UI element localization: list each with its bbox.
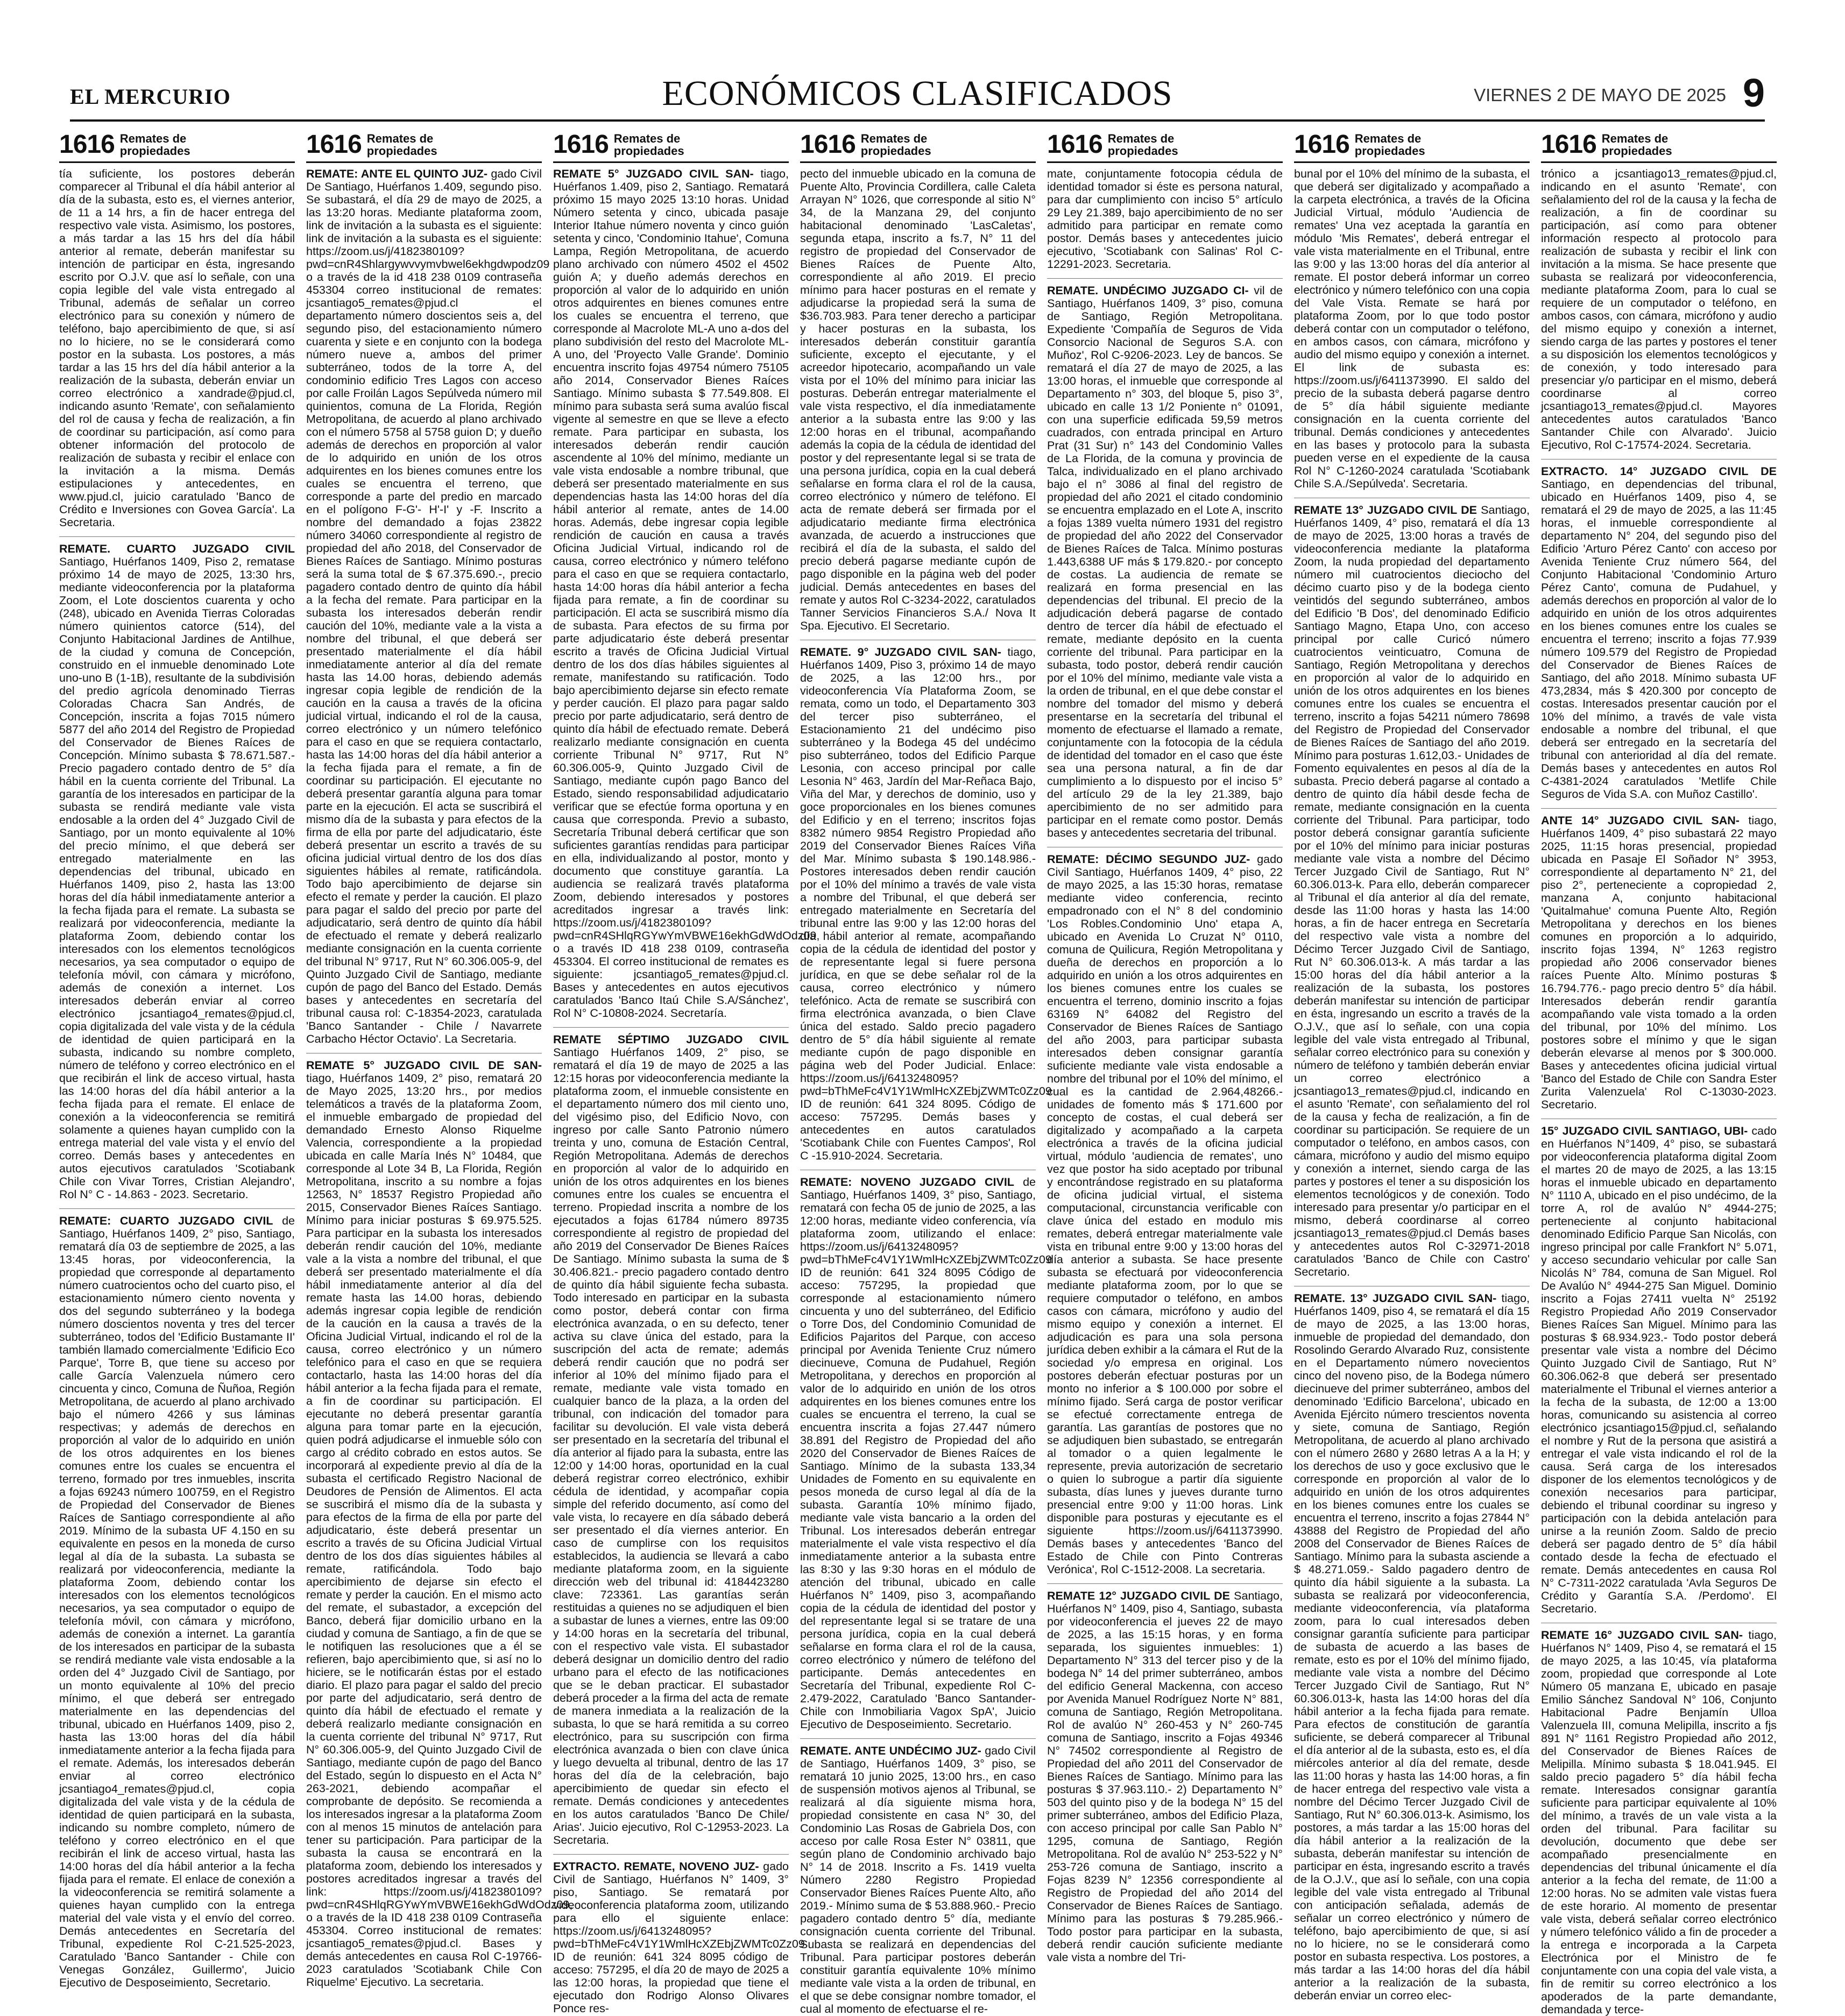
category-code: 1616 xyxy=(553,130,609,159)
newspaper-name: EL MERCURIO xyxy=(70,84,231,109)
ad-heading: REMATE 13° JUZGADO CIVIL DE xyxy=(1294,504,1477,517)
column-body xyxy=(1047,167,1283,1964)
ad-heading: REMATE 5° JUZGADO CIVIL SAN- xyxy=(553,167,754,180)
ad-heading: REMATE: ANTE EL QUINTO JUZ- xyxy=(306,167,488,180)
column-header xyxy=(1047,128,1283,163)
ad-heading: REMATE SÉPTIMO JUZGADO CIVIL xyxy=(553,1033,789,1046)
ad-text: gado Civil de Santiago, Huérfanos 1409, 3° piso, se rematará 10 junio 2025, 13:00 hrs., en caso de suspensión motivos ajenos al Tribunal, se realizará al día siguiente misma hora, propiedad consistente en casa N° 30, del Condominio Las Rosas de Gabriela Dos, con acceso por calle Rosa Ester N° 03811, que según plano de Condominio archivado bajo N° 14 de 2018. Inscrito a Fs. 1419 vuelta Número 2280 Registro Propiedad Conservador Bienes Raíces Puente Alto, año 2019.- Mínimo suma de $ 53.888.960.- Precio pagadero contado dentro 5° día, mediante consignación cuenta corriente del Tribunal. Subasta se realizará en dependencias del Tribunal. Para participar postores deberán constituir garantía equivalente 10% mínimo mediante vale vista a la orden de tribunal, en el que se debe consignar nombre tomador, el cual al momento de efectuarse el re- xyxy=(800,1744,1036,2015)
column-header xyxy=(800,128,1036,163)
ad-heading: REMATE: CUARTO JUZGADO CIVIL xyxy=(59,1214,273,1227)
ad-heading: EXTRACTO. 14° JUZGADO CIVIL DE xyxy=(1541,465,1777,478)
classified-ad xyxy=(59,1208,295,1989)
category-code: 1616 xyxy=(1541,130,1596,159)
column-body xyxy=(59,167,295,1989)
classified-ad xyxy=(800,167,1036,632)
category-code: 1616 xyxy=(59,130,115,159)
classified-ad xyxy=(800,1170,1052,1731)
classifieds-column-1 xyxy=(59,128,295,1989)
masthead-rule xyxy=(70,119,1765,122)
ad-heading: REMATE: DÉCIMO SEGUNDO JUZ- xyxy=(1047,853,1250,866)
classified-ad xyxy=(1294,1286,1530,2002)
classified-ad xyxy=(553,1854,805,2015)
ad-text: tiago, Huérfanos N° 1409, Piso 4, se rematará el 15 de mayo 2025, a las 10:45, vía plataforma zoom, propiedad que corresponde al Lote Número 05 manzana E, ubicado en pasaje Emilio Sánchez Sandoval N° 106, Conjunto Habitacional Padre Benjamín Ulloa Valenzuela III, comuna Melipilla, inscrito a fjs 891 N° 1161 Registro Propiedad año 2012, del Conservador de Bienes Raíces de Melipilla. Mínimo subasta $ 18.041.945. El saldo precio pagadero 5° día hábil fecha remate. Interesados consignar garantía suficiente para participar equivalente al 10% del mínimo, a través de un vale vista a la orden del tribunal. Para facilitar su devolución, documento que debe ser acompañado presencialmente en dependencias del tribunal únicamente el día anterior a la fecha del remate, de 11:00 a 12:00 horas. No se admiten vale vistas fuera de este horario. Al momento de presentar vale vista, deberá señalar correo electrónico y número telefónico válido a fin de proceder a la entrega e incorporada a la Carpeta Electrónica por el Ministro de fe conjuntamente con una copia del vale vista, a fin de remitir su correo electrónico a los apoderados de la parte demandante, demandada y terce- xyxy=(1541,1629,1777,2016)
ad-text: de Santiago, Huérfanos 1409, 2° piso, Santiago, rematará día 03 de septiembre de 2025, a las 13:45 horas, por videoconferencia, la propiedad que corresponde al departamento número cuatrocientos ocho del cuarto piso, el estacionamiento número ciento noventa y dos del segundo subterráneo y la bodega número doscientos noventa y tres del tercer subterráneo, todos del 'Edificio Bustamante II' también llamado comercialmente 'Edificio Eco Parque', Torre B, que tiene su acceso por calle García Valenzuela número cero cincuenta y cinco, Comuna de Ñuñoa, Región Metropolitana, de acuerdo al plano archivado bajo el número 4266 y sus láminas respectivas; y además de derechos en proporción al valor de lo adquirido en unión de los otros adquirentes en los bienes comunes entre los cuales se encuentra el terreno, formado por tres inmuebles, inscrita a fojas 69243 número 100759, en el Registro de Propiedad del Conservador de Bienes Raíces de Santiago correspondiente al año 2019. Mínimo de la subasta UF 4.150 en su equivalente en pesos en la moneda de curso legal al día de la subasta. La subasta se realizará por videoconferencia, mediante la plataforma Zoom, debiendo contar los interesados con los elementos tecnológicos necesarios, ya sea computador o equipo de telefonía móvil, con cámara y micrófono, además de conexión a internet. La garantía de los interesados en participar de la subasta se rendirá mediante vale vista endosable a la orden del 4° Juzgado Civil de Santiago, por un monto equivalente al 10% del precio mínimo, el que deberá ser entregado materialmente en las dependencias del tribunal, ubicado en Huérfanos 1409, piso 2, hasta las 13:00 horas del día hábil inmediatamente anterior a la fecha fijada para el remate. Además, los interesados deberán enviar al correo electrónico jcsantiago4_remates@pjud.cl, copia digitalizada del vale vista y de la cédula de identidad de quien participará en la subasta, indicando su nombre completo, número de teléfono y correo electrónico en el que recibirán el link de acceso virtual, hasta las 14:00 horas del día hábil anterior a la fecha fijada para el remate. El enlace de conexión a la videoconferencia se remitirá solamente a quienes hayan cumplido con la entrega material del vale vista y el envío del correo. Demás antecedentes en Secretaría del Tribunal, expediente Rol C-21.525-2023, Caratulado 'Banco Santander - Chile con Venegas González, Guillermo', Juicio Ejecutivo de Desposeimiento, Secretario. xyxy=(59,1214,295,1989)
classified-ad xyxy=(1294,498,1530,1278)
ad-heading: ANTE 14° JUZGADO CIVIL SAN- xyxy=(1541,814,1740,827)
column-body xyxy=(800,167,1052,2015)
ad-text: Santiago Huérfanos 1409, 2° piso, se rematará el día 19 de mayo de 2025 a las 12:15 horas por videoconferencia mediante la plataforma zoom, el inmueble consistente en el departamento número dos mil ciento uno, del vigésimo piso, del Edificio Novo, con ingreso por calle Santo Patronio número treinta y uno, comuna de Estación Central, Región Metropolitana. Además de derechos en proporción al valor de lo adquirido en unión de los otros adquirentes en los bienes comunes entre los cuales se encuentra el terreno. Propiedad inscrita a nombre de los ejecutados a fojas 61784 número 89735 correspondiente al registro de propiedad del año 2019 del Conservador De Bienes Raíces De Santiago. Mínimo subasta la suma de $ 30.406.821.- precio pagadero contado dentro de quinto día hábil siguiente fecha subasta. Todo interesado en participar en la subasta como postor, deberá contar con firma electrónica avanzada, o en su defecto, tener activa su clave única del estado, para la suscripción del acta de remate; además deberá rendir caución que no podrá ser inferior al 10% del mínimo fijado para el remate, mediante vale vista tomado en cualquier banco de la plaza, a la orden del tribunal, con indicación del tomador para facilitar su devolución. El vale vista deberá ser presentado en la secretaría del tribunal el día anterior al fijado para la subasta, entre las 12:00 y 14:00 horas, oportunidad en la cual deberá registrar correo electrónico, exhibir cédula de identidad, y acompañar copia simple del referido documento, así como del vale vista, lo recayere en día sábado deberá ser presentado el día viernes anterior. En caso de cumplirse con los requisitos establecidos, la audiencia se llevará a cabo mediante plataforma zoom, en la siguiente dirección web del tribunal id: 4184423280 clave: 723361. Las garantías serán restituidas a quienes no se adjudiquen el bien a subastar de lunes a viernes, entre las 09:00 y 14:00 horas en la secretaría del tribunal, con el respectivo vale vista. El subastador deberá designar un domicilio dentro del radio urbano para el efecto de las notificaciones que se le deban practicar. El subastador deberá proceder a la firma del acta de remate de manera inmediata a la realización de la subasta, lo que se hará remitida a su correo electrónico, para su suscripción con firma electrónica avanzada o bien con clave única y luego devuelta al tribunal, dentro de las 17 horas del día de la celebración, bajo apercibimiento de quedar sin efecto el remate. Demás condiciones y antecedentes en los autos caratulados 'Banco De Chile/ Arias'. Juicio ejecutivo, Rol C-12953-2023. La Secretaria. xyxy=(553,1046,789,1847)
ad-text: tiago, Huérfanos 1.409, piso 2, Santiago. Rematará próximo 15 mayo 2025 13:10 horas. Unidad Número setenta y cinco, ubicada pasaje Interior Itahue número noventa y cinco guión setenta y cinco, 'Condominio Itahue', Comuna Lampa, Región Metropolitana, de acuerdo plano archivado con número 4502 el 4502 guión A; y dueño además derechos en proporción al valor de lo adquirido en unión otros adquirentes en bienes comunes entre los cuales se encuentra el terreno, que corresponde al Macrolote ML-A uno a-dos del plano subdivisión del resto del Macrolote ML-A uno, del 'Proyecto Valle Grande'. Dominio encuentra inscrito fojas 49754 número 75105 año 2014, Conservador Bienes Raíces Santiago. Mínimo subasta $ 77.549.808. El mínimo para subasta será suma avalúo fiscal vigente al semestre en que se lleve a efecto remate. Para participar en subasta, los interesados deberán rendir caución ascendente al 10% del mínimo, mediante un vale vista endosable a nombre tribunal, que deberá ser presentado materialmente en sus dependencias hasta las 14:00 horas del día hábil anterior al remate, antes de 14.00 horas. Además, debe ingresar copia legible rendición de caución en causa a través Oficina Judicial Virtual, indicando rol de causa, correo electrónico y número teléfono para el caso en que se requiera contactarlo, hasta 14:00 horas día hábil anterior a fecha fijada para remate, a fin de coordinar su participación. El acta se suscribirá mismo día de subasta. Para efectos de su firma por parte adjudicatario éste deberá presentar escrito a través de Oficina Judicial Virtual dentro de los dos días hábiles siguientes al remate, manifestando su ratificación. Todo bajo apercibimiento dejarse sin efecto remate y perder caución. El plazo para pagar saldo precio por parte adjudicatario, será dentro de quinto día hábil de efectuado remate. Deberá realizarlo mediante consignación en cuenta corriente Tribunal N° 9717, Rut N° 60.306.005-9, Quinto Juzgado Civil de Santiago, mediante cupón pago Banco del Estado, siendo responsabilidad adjudicatario verificar que se efectúe forma oportuna y en causa que corresponda. Previo a subasto, Secretaría Tribunal deberá certificar que son suficientes garantías rendidas para participar en ella, individualizando al postor, monto y documento que constituye garantía. La audiencia se realizará través plataforma Zoom, debiendo interesados y postores acreditados ingresar a través link: https://zoom.us/j/4182380109? pwd=cnR4SHlqRGYwYmVBWE16ekhGdWdOdz09, o a través ID 418 238 0109, contraseña 453304. El correo institucional de remates es siguiente: jcsantiago5_remates@pjud.cl. Bases y antecedentes en autos ejecutivos caratulados 'Banco Itaú Chile S.A/Sánchez', Rol N° C-10808-2024. Secretaría. xyxy=(553,167,820,1020)
classifieds-column-4 xyxy=(800,128,1052,2015)
classifieds-column-7 xyxy=(1541,128,1777,2016)
category-label: Remates de propiedades xyxy=(860,132,931,158)
ad-text: vil de Santiago, Huérfanos 1409, 3° piso, comuna de Santiago, Región Metropolitana. Expediente 'Compañía de Seguros de Vida Consorcio Nacional de Seguros S.A. con Muñoz', Rol C-9206-2023. Ley de bancos. Se rematará el día 27 de mayo de 2025, a las 13:00 horas, el inmueble que corresponde al Departamento n° 303, del bloque 5, piso 3°, ubicado en calle 13 1/2 Poniente n° 01091, con una superficie edificada 59,59 metros cuadrados, con entrada principal en Arturo Prat (31 Sur) n° 143 del Condominio Valles de La Florida, de la comuna y provincia de Talca, individualizado en el plano archivado bajo el n° 3086 al final del registro de propiedad del año 2021 el citado condominio se encuentra emplazado en el Lote A, inscrito a fojas 1389 vuelta número 1931 del registro de propiedad del año 2022 del Conservador de Bienes Raíces de Talca. Mínimo posturas 1.443,6388 UF más $ 179.820.- por concepto de costas. La audiencia de remate se realizará en forma presencial en las dependencias del tribunal. El precio de la adjudicación deberá pagarse de contado dentro de tercer día hábil de efectuado el remate, mediante depósito en la cuenta corriente del tribunal. Para participar en la subasta, todo postor, deberá rendir caución por el 10% del mínimo, mediante vale vista a la orden de tribunal, en el que debe constar el nombre del tomador del mismo y deberá presentarse en la secretaría del tribunal el momento de efectuarse el llamado a remate, conjuntamente con la fotocopia de la cédula de identidad del tomador en el caso que éste sea una persona natural, a fin de dar cumplimiento a lo dispuesto por el inciso 5° del artículo 29 de la ley 21.389, bajo apercibimiento de no ser admitido para participar en el remate como postor. Demás bases y antecedentes secretaria del tribunal. xyxy=(1047,284,1283,839)
ad-text: tiago, Huérfanos 1409, 2° piso, rematará 20 de Mayo 2025, 13:20 hrs., por medios telemáticos a través de la plataforma Zoom, el inmueble embargado de propiedad del demandado Ernesto Alonso Riquelme Valencia, correspondiente a la propiedad ubicada en calle María Inés N° 10484, que corresponde al Lote 34 B, La Florida, Región Metropolitana, inscrito a su nombre a fojas 12563, N° 18537 Registro Propiedad año 2015, Conservador Bienes Raíces Santiago. Mínimo para iniciar posturas $ 69.975.525. Para participar en la subasta los interesados deberán rendir caución del 10%, mediante vale a la vista a nombre del tribunal, el que deberá ser presentado materialmente el día hábil inmediatamente anterior al día del remate hasta las 14.00 horas, debiendo además ingresar copia legible de rendición de la caución en la causa a través de la Oficina Judicial Virtual, indicando el rol de la causa, correo electrónico y un número telefónico para el caso en que se requiera contactarlo, hasta las 14:00 horas del día hábil anterior a la fecha fijada para el remate, a fin de coordinar su participación. El ejecutante no deberá presentar garantía alguna para tomar parte en la ejecución, quien podrá adjudicarse el inmueble sólo con cargo al crédito cobrado en estos autos. Se incorporará al expediente previo al día de la subasta el certificado Registro Nacional de Deudores de Pensión de Alimentos. El acta se suscribirá el mismo día de la subasta y para efectos de la firma de ella por parte del adjudicatario, éste deberá presentar un escrito a través de su Oficina Judicial Virtual dentro de los dos días siguientes hábiles al remate, ratificándola. Todo bajo apercibimiento de dejarse sin efecto el remate y perder la caución. En el mismo acto del remate, el subastador, a excepción del Banco, deberá fijar domicilio urbano en la ciudad y comuna de Santiago, a fin de que se le notifiquen las resoluciones que a él se refieren, bajo apercibimiento que, si así no lo hiciere, se le notificarán éstas por el estado diario. El plazo para pagar el saldo del precio por parte del adjudicatario, será dentro de quinto día hábil de efectuado el remate y deberá realizarlo mediante consignación en la cuenta corriente del tribunal N° 9717, Rut N° 60.306.005-9, del Quinto Juzgado Civil de Santiago, mediante cupón de pago del Banco del Estado, según lo dispuesto en el Acta N° 263-2021, debiendo acompañar el comprobante de depósito. Se recomienda a los interesados ingresar a la plataforma Zoom con al menos 15 minutos de antelación para tener su participación. Para participar de la subasta la causa se encontrará en la plataforma zoom, debiendo los interesados y postores acreditados ingresar a través del link: https://zoom.us/j/4182380109?pwd=cnR4SHlqRGYwYmVBWE16ekhGdWdOdz09, o a través de la ID 418 238 0109 Contraseña 453304. Correo institucional de remates: jcsantiago5_remates@pjud.cl. Bases y demás antecedentes en causa Rol C-19766-2023 caratulados 'Scotiabank Chile Con Riquelme' Ejecutivo. La secretaria. xyxy=(306,1072,573,1989)
category-code: 1616 xyxy=(306,130,362,159)
category-label: Remates de propiedades xyxy=(119,132,190,158)
category-label: Remates de propiedades xyxy=(1107,132,1178,158)
classified-ad xyxy=(553,167,820,1020)
classified-ad xyxy=(1541,1119,1777,1615)
classifieds-column-6 xyxy=(1294,128,1530,2002)
classified-ad xyxy=(1541,808,1777,1111)
ad-heading: EXTRACTO. REMATE, NOVENO JUZ- xyxy=(553,1860,759,1873)
classified-ad xyxy=(1541,1623,1777,2016)
ad-text: gado Civil de Santiago, Huérfanos N° 1409, 3° piso, Santiago. Se rematará por videoconferencia plataforma zoom, utilizando para ello el siguiente enlace: https://zoom.us/j/6413248095?pwd=bThMeFc4V1Y1WmlHcXZEbjZWMTc0Zz09 ID de reunión: 641 324 8095 código de acceso: 757295, el día 20 de mayo de 2025 a las 12:00 horas, la propiedad que tiene el ejecutado don Rodrigo Alonso Olivares Ponce res- xyxy=(553,1860,805,2015)
ad-heading: REMATE 12° JUZGADO CIVIL DE xyxy=(1047,1589,1230,1602)
ad-text: trónico a jcsantiago13_remates@pjud.cl, indicando en el asunto 'Remate', con señalamiento del rol de la causa y la fecha de realización, a fin de coordinar su participación, así como para obtener información respecto al protocolo para realización de subasta y recibir el link con invitación a la misma. Se hace presente que subasta se realizará por videoconferencia, mediante plataforma Zoom, para lo cual se requiere de un computador o teléfono, en ambos casos, con cámara, micrófono y audio del mismo equipo y conexión a internet, siendo carga de las partes y postores el tener a su disposición los elementos tecnológicos y de conexión, y todo interesado para presenciar y/o participar en el mismo, deberá coordinarse al correo jcsantiago13_remates@pjud.cl. Mayores antecedentes autos caratulados 'Banco Santander Chile con Alvarado'. Juicio Ejecutivo, Rol C-17574-2024. Secretaria. xyxy=(1541,167,1777,451)
ad-text: Santiago, Huérfanos N° 1409, piso 4, Santiago, subasta por videoconferencia el jueves 22 de mayo de 2025, a las 15:15 horas, y en forma separada, los siguientes inmuebles: 1) Departamento N° 313 del tercer piso y de la bodega N° 14 del primer subterráneo, ambos del edificio General Mackenna, con acceso por Avenida Manuel Rodríguez Norte N° 881, comuna de Santiago, Región Metropolitana. Rol de avalúo N° 260-453 y N° 260-745 comuna de Santiago, inscrito a Fojas 49346 N° 74502 correspondiente al Registro de Propiedad del año 2011 del Conservador de Bienes Raíces de Santiago. Mínimo para las posturas $ 37.963.110.- 2) Departamento N° 503 del quinto piso y de la bodega N° 15 del primer subterráneo, ambos del Edificio Plaza, con acceso principal por calle San Pablo N° 1295, comuna de Santiago, Región Metropolitana. Rol de avalúo N° 253-522 y N° 253-726 comuna de Santiago, inscrito a Fojas 8239 N° 12356 correspondiente al Registro de Propiedad del año 2014 del Conservador de Bienes Raíces de Santiago. Mínimo para las posturas $ 79.285.966.- Todo postor para participar en la subasta, deberá rendir caución suficiente mediante vale vista a nombre del Tri- xyxy=(1047,1589,1283,1964)
column-body xyxy=(1294,167,1530,2002)
column-body xyxy=(553,167,820,2015)
ad-text: tiago, Huérfanos 1409, piso 4, se rematará el día 15 de mayo de 2025, a las 13:00 horas, inmueble de propiedad del demandado, don Rosolindo Gerardo Alvarado Ruz, consistente en el Departamento número novecientos cinco del noveno piso, de la Bodega número diecinueve del primer subterráneo, ambos del denominado 'Edificio Barcelona', ubicado en Avenida Ejército número trescientos noventa y siete, comuna de Santiago, Región Metropolitana, de acuerdo al plano archivado con el número 2680 y 2680 letras A a la H; y los derechos de uso y goce exclusivo que le corresponde en proporción al valor de lo adquirido en unión de los otros adquirentes en los bienes comunes entre los cuales se encuentra el terreno, inscrito a fojas 27844 N° 43888 del Registro de Propiedad del año 2008 del Conservador de Bienes Raíces de Santiago. Mínimo para la subasta asciende a $ 48.271.059.- Saldo pagadero dentro de quinto día hábil siguiente a la subasta. La subasta se realizará por videoconferencia, mediante videoconferencia, vía plataforma zoom, para lo cual interesados deben consignar garantía suficiente para participar de subasta de acuerdo a las bases de remate, esto es por el 10% del mínimo fijado, mediante vale vista a nombre del Décimo Tercer Juzgado Civil de Santiago, Rut N° 60.306.013-k, hasta las 14:00 horas del día hábil anterior a la fecha fijada para remate. Para efectos de constitución de garantía suficiente, se deberá comparecer al Tribunal el día anterior al de la subasta, esto es, el día miércoles anterior al día del remate, desde las 11:00 horas y hasta las 14:00 horas, a fin de hacer entrega del respectivo vale vista a nombre del Décimo Tercer Juzgado Civil de Santiago, Rut N° 60.306.013-k. Asimismo, los postores, a más tardar a las 15:00 horas del día hábil anterior a la realización de la subasta, deberán manifestar su intención de participar en ésta, ingresando escrito a través de la O.J.V., que así lo señale, con una copia legible del vale vista entregado al Tribunal con anticipación señalada, además de señalar un correo electrónico y número de teléfono, bajo apercibimiento de que, si así no lo hiciere, no se le considerará como postor en subasta respectiva. Los postores, a más tardar a las 14:00 horas del día hábil anterior a la realización de la subasta, deberán enviar un correo elec- xyxy=(1294,1292,1530,2002)
ad-heading: REMATE. CUARTO JUZGADO CIVIL xyxy=(59,542,295,555)
ad-text: pecto del inmueble ubicado en la comuna de Puente Alto, Provincia Cordillera, calle Caleta Arrayan N° 1026, que corresponde al sitio N° 34, de la Manzana 29, del conjunto habitacional denominado 'LasCaletas', segunda etapa, inscrito a fs.7, N° 11 del registro de propiedad del Conservador de Bienes Raíces de Puente Alto, correspondiente al año 2019. El precio mínimo para hacer posturas en el remate y adjudicarse la propiedad será la suma de $36.703.983. Para tener derecho a participar y hacer posturas en la subasta, los interesados deberán constituir garantía suficiente, excepto el ejecutante, y el acreedor hipotecario, acompañando un vale vista por el 10% del mínimo para iniciar las posturas. Deberán entregar materialmente el vale vista respectivo, el día inmediatamente anterior a la subasta entre las 9:00 y las 12:00 horas en el tribunal, acompañando además la copia de la cédula de identidad del postor y del representante legal si se trata de una persona jurídica, copia en la cual deberá señalarse en forma clara el rol de la causa, correo electrónico y número de teléfono. El acta de remate deberá ser firmada por el adjudicatario mediante firma electrónica avanzada, de acuerdo a instrucciones que recibirá el día de la subasta, el saldo del precio deberá pagarse mediante cupón de pago disponible en la página web del poder judicial. Demás antecedentes en bases del remate y autos Rol C-3234-2022, caratulados Tanner Servicios Financieros S.A./ Nova It Spa. Ejecutivo. El Secretario. xyxy=(800,167,1036,632)
classified-ad xyxy=(1541,459,1777,801)
category-code: 1616 xyxy=(1047,130,1102,159)
category-code: 1616 xyxy=(800,130,856,159)
ad-heading: REMATE: NOVENO JUZGADO CIVIL xyxy=(800,1176,1014,1189)
ad-text: mate, conjuntamente fotocopia cédula de identidad tomador si éste es persona natural, para dar cumplimiento con inciso 5° artículo 29 Ley 21.389, bajo apercibimiento de no ser admitido para participar en remate como postor. Demás bases y antecedentes juicio ejecutivo, 'Scotiabank con Salinas' Rol C-12291-2023. Secretaria. xyxy=(1047,167,1283,271)
classified-ad xyxy=(1047,847,1283,1576)
classified-ad xyxy=(1047,1583,1283,1964)
ad-heading: REMATE. 9° JUZGADO CIVIL SAN- xyxy=(800,646,1001,659)
classified-ad xyxy=(306,1053,573,1989)
classified-ad xyxy=(1047,278,1283,839)
ad-heading: REMATE 16° JUZGADO CIVIL SAN- xyxy=(1541,1629,1743,1642)
ad-text: de Santiago, Huérfanos 1409, 3° piso, Santiago, rematará con fecha 05 de junio de 2025, a las 12:00 horas, mediante video conferencia, vía plataforma zoom, utilizando el enlace: https://zoom.us/j/6413248095?pwd=bThMeFc4V1Y1WmlHcXZEbjZWMTc0Zz09 ID de reunión: 641 324 8095 Código de acceso: 757295, la propiedad que corresponde al estacionamiento número cincuenta y uno del subterráneo, del Edificio o Torre Dos, del Condominio Comunidad de Edificios Pajaritos del Parque, con acceso principal por Avenida Teniente Cruz número diecinueve, Comuna de Pudahuel, Región Metropolitana, y derechos en proporción al valor de lo adquirido en unión de los otros adquirentes en los bienes comunes entre los cuales se encuentra el terreno, la cual se encuentra inscrita a fojas 27.447 número 38.891 del Registro de Propiedad del año 2020 del Conservador de Bienes Raíces de Santiago. Mínimo de la subasta 133,34 Unidades de Fomento en su equivalente en pesos moneda de curso legal al día de la subasta. Garantía 10% mínimo fijado, mediante vale vista bancario a la orden del Tribunal. Los interesados deberán entregar materialmente el vale vista respectivo el día inmediatamente anterior a la subasta entre las 8:30 y las 9:30 horas en el módulo de atención del tribunal, ubicado en calle Huérfanos N° 1409, piso 3, acompañando copia de la cédula de identidad del postor y del representante legal si se tratare de una persona jurídica, copia en la cual deberá señalarse en forma clara el rol de la causa, correo electrónico y número de teléfono del participante. Demás antecedentes en Secretaría del Tribunal, expediente Rol C-2.479-2022, Caratulado 'Banco Santander- Chile con Inmobiliaria Vagox SpA', Juicio Ejecutivo de Desposeimiento. Secretario. xyxy=(800,1176,1052,1731)
classified-ad xyxy=(1541,167,1777,451)
ad-text: tiago, Huérfanos 1409, Piso 3, próximo 14 de mayo de 2025, a las 12:00 hrs., por videoconferencia Vía Plataforma Zoom, se remata, como un todo, el Departamento 303 del tercer piso subterráneo, el Estacionamiento 21 del undécimo piso subterráneo y la Bodega 45 del undécimo piso subterráneo, todos del Edificio Parque Lesonia, con acceso principal por calle Lesonia N° 463, Jardín del Mar-Reñaca Bajo, Viña del Mar, y derechos de dominio, uso y goce proporcionales en los bienes comunes del Edificio y en el terreno; inscritos fojas 8382 número 9854 Registro Propiedad año 2019 del Conservador Bienes Raíces Viña del Mar. Mínimo subasta $ 190.148.986.- Postores interesados deben rendir caución por el 10% del mínimo a través de vale vista a nombre del Tribunal, el que deberá ser entregado materialmente en Secretaría del tribunal entre las 9:00 y las 12:00 horas del día hábil anterior al remate, acompañando copia de la cédula de identidad del postor y de representante legal si fuere persona jurídica, en que se debe señalar rol de la causa, correo electrónico y número telefónico. Acta de remate se suscribirá con firma electrónica avanzada, o bien Clave única del estado. Saldo precio pagadero dentro de 5° día hábil siguiente al remate mediante cupón de pago disponible en página web del Poder Judicial. Enlace: https://zoom.us/j/6413248095?pwd=bThMeFc4V1Y1WmlHcXZEbjZWMTc0Zz09 ID de reunión: 641 324 8095. Código de acceso: 757295. Demás bases y antecedentes en autos caratulados 'Scotiabank Chile con Fuentes Campos', Rol C -15.910-2024. Secretaria. xyxy=(800,646,1052,1162)
column-header xyxy=(1541,128,1777,163)
ad-heading: 15° JUZGADO CIVIL SANTIAGO, UBI- xyxy=(1541,1124,1748,1137)
classified-ad xyxy=(306,167,550,1045)
column-body xyxy=(306,167,573,1989)
classifieds-columns xyxy=(59,128,1778,2016)
classified-ad xyxy=(1047,167,1283,271)
ad-text: cado en Huérfanos N°1409, 4° piso, se subastará por videoconferencia plataforma digital Zoom el martes 20 de mayo de 2025, a las 13:15 horas el inmueble ubicado en departamento N° 1110 A, ubicado en el piso undécimo, de la torre A, rol de avalúo N° 4944-275; perteneciente al conjunto habitacional denominado Edificio Parque San Nicolás, con ingreso principal por calle Frankfort N° 5.071, y acceso secundario vehicular por calle San Nicolás N° 784, comuna de San Miguel. Rol De Avalúo N° 4944-275 San Miguel. Dominio inscrito a Fojas 27411 vuelta N° 25192 Registro Propiedad Año 2019 Conservador Bienes Raíces San Miguel. Mínimo para las posturas $ 68.934.923.- Todo postor deberá presentar vale vista a nombre del Décimo Quinto Juzgado Civil de Santiago, Rut N° 60.306.062-8 que deberá ser presentado materialmente el Tribunal el viernes anterior a la fecha de la subasta, de 12:00 a 13:00 horas, comunicando su asistencia al correo electrónico jcsantiago15@pjud.cl, señalando el nombre y Rut de la persona que asistirá a entregar el vale vista indicando el rol de la causa. Será carga de los interesados disponer de los elementos tecnológicos y de conexión necesarios para participar, debiendo el tribunal coordinar su ingreso y participación con la debida antelación para unirse a la reunión Zoom. Saldo de precio deberá ser pagado dentro de 5° día hábil contado desde la fecha de efectuado el remate. Demás antecedentes en causa Rol N° C-7311-2022 caratulada 'Avla Seguros De Crédito y Garantía S.A. /Perdomo'. El Secretario. xyxy=(1541,1124,1777,1615)
masthead xyxy=(70,70,1765,118)
page-number: 9 xyxy=(1742,70,1765,115)
ad-heading: REMATE 5° JUZGADO CIVIL DE SAN- xyxy=(306,1059,542,1072)
ad-text: tiago, Huérfanos 1409, 4° piso subastará 22 mayo 2025, 11:15 horas presencial, propiedad ubicada en Pasaje El Soñador N° 3953, correspondiente al departamento N° 21, del piso 2°, perteneciente a copropiedad 2, manzana A, conjunto habitacional 'Quitalmahue' comuna Puente Alto, Región Metropolitana y derechos en los bienes comunes en proporción a lo adquirido, inscrito fojas 1394, N° 1263 registro propiedad año 2006 conservador bienes raíces Puente Alto. Mínimo posturas $ 16.794.776.- pago precio dentro 5° día hábil. Interesados deberán rendir garantía acompañando vale vista tomado a la orden del tribunal, por 10% del mínimo. Los postores sobre el mínimo y que le sigan deberán elevarse al menos por $ 300.000. Bases y antecedentes oficina judicial virtual 'Banco del Estado de Chile con Sandra Ester Zurita Valenzuela' Rol C-13030-2023. Secretario. xyxy=(1541,814,1777,1111)
ad-heading: REMATE. 13° JUZGADO CIVIL SAN- xyxy=(1294,1292,1497,1305)
classified-ad xyxy=(553,1027,789,1847)
column-body xyxy=(1541,167,1777,2016)
ad-text: gado Civil De Santiago, Huérfanos 1.409, segundo piso. Se subastará, el día 29 de mayo de 2025, a las 13:20 horas. Mediante plataforma zoom, link de invitación a la subasta es el siguiente: link de invitación a la subasta es el siguiente: https://zoom.us/j/4182380109?pwd=cnR4Shlargywvvymvbwel6ekhgdwpodz09 o a través de la id 418 238 0109 contraseña 453304 correo institucional de remates: jcsantiago5_remates@pjud.cl el departamento número doscientos seis a, del segundo piso, del estacionamiento número cuarenta y siete e en conjunto con la bodega número nueve a, ambos del primer subterráneo, todos de la torre A, del condominio edificio Tres Lagos con acceso por calle Froilán Lagos Sepúlveda número mil quinientos, comuna de La Florida, Región Metropolitana, de acuerdo al plano archivado con el número 5758 al 5758 guion D; y dueño además de derechos en proporción al valor de lo adquirido en unión de los otros adquirentes en los bienes comunes entre los cuales se encuentra el terreno, que corresponde a parte del predio en marcado en el polígono F-G'- H'-I' y -F. Inscrito a nombre del demandado a fojas 23822 número 34060 correspondiente al registro de propiedad del año 2018, del Conservador de Bienes Raíces de Santiago. Mínimo posturas será la suma total de $ 67.375.690.-, precio pagadero contado dentro de quinto día hábil a la fecha del remate. Para participar en la subasta los interesados deberán rendir caución del 10%, mediante vale a la vista a nombre del tribunal, el que deberá ser presentado materialmente el día hábil inmediatamente anterior al día del remate hasta las 14.00 horas, debiendo además ingresar copia legible de rendición de la caución en la causa a través de la oficina judicial virtual, indicando el rol de la causa, correo electrónico y un número telefónico para el caso en que se requiera contactarlo, hasta las 14:00 horas del día hábil anterior a la fecha fijada para el remate, a fin de coordinar su participación. El ejecutante no deberá presentar garantía alguna para tomar parte en la ejecución. El acta se suscribirá el mismo día de la subasta y para efectos de la firma de ella por parte del adjudicatario, éste deberá presentar un escrito a través de su oficina judicial virtual dentro de los dos días siguientes hábiles al remate, ratificándola. Todo bajo apercibimiento de dejarse sin efecto el remate y perder la caución. El plazo para pagar el saldo del precio por parte del adjudicatario, será dentro de quinto día hábil de efectuado el remate y deberá realizarlo mediante consignación en la cuenta corriente del tribunal N° 9717, Rut N° 60.306.005-9, del Quinto Juzgado Civil de Santiago, mediante cupón de pago del Banco del Estado. Demás bases y antecedentes en secretaría del tribunal causa rol: C-18354-2023, caratulada 'Banco Santander - Chile / Navarrete Carbacho Héctor Octavio'. La Secretaria. xyxy=(306,167,550,1045)
ad-heading: REMATE. ANTE UNDÉCIMO JUZ- xyxy=(800,1744,981,1757)
classifieds-column-5 xyxy=(1047,128,1283,1964)
ad-text: gado Civil Santiago, Huérfanos 1409, 4° piso, 22 de mayo 2025, a las 15:30 horas, rematase mediante video conferencia, recinto empadronado con el N° 8 del condominio 'Los Robles.Condominio Uno' etapa A, ubicado en Avenida Lo Cruzat N° 0110, comuna de Quilicura, Región Metropolitana y dueña de derechos en proporción a lo adquirido en unión a los otros adquirentes en los bienes comunes entre los cuales se encuentra el terreno, dominio inscrito a fojas 63169 N° 64082 del Registro del Conservador de Bienes Raíces de Santiago del año 2003, para participar subasta interesados deben consignar garantía suficiente mediante vale vista endosable a nombre del tribunal por el 10% del mínimo, el cual es la cantidad de 2.964,48266.- unidades de fomento más $ 171.600 por concepto de costas, el cual deberá ser digitalizado y acompañado a la carpeta electrónica a través de la oficina judicial virtual, módulo 'audiencia de remates', uno vez que postor ha sido aceptado por tribunal y encontrándose registrado en su plataforma de oficina judicial virtual, el sistema computacional, circunstancia verificable con clave única del estado en modulo mis remates, deberá entregar materialmente vale vista en tribunal entre 9:00 y 13:00 horas del día anterior a subasta. Se hace presente subasta se efectuará por videoconferencia mediante plataforma zoom, por lo que se requiere computador o teléfono, en ambos casos con cámara, micrófono y audio del mismo equipo y conexión a internet. El adjudicación es para una sola persona jurídica deben exhibir a la cámara el Rut de la sociedad y/o empresa en original. Los postores deberán efectuar posturas por un monto no inferior a $ 100.000 por sobre el mínimo fijado. Será carga de postor verificar se efectué correctamente entrega de garantía. Las garantías de postores que no se adjudiquen bien subastado, se entregarán al tomador o a quien legalmente le represente, previa autorización de secretario o quien lo subrogue a partir día siguiente subasta, días lunes y jueves durante turno presencial entre 9:00 y 11:00 horas. Link disponible para posturas y ejecutante es el siguiente https://zoom.us/j/6411373990. Demás bases y antecedentes 'Banco del Estado de Chile con Pinto Contreras Verónica', Rol C-1512-2008. La secretaria. xyxy=(1047,853,1283,1576)
classified-ad xyxy=(1294,167,1530,490)
column-header xyxy=(1294,128,1530,163)
classified-ad xyxy=(800,640,1052,1162)
category-label: Remates de propiedades xyxy=(1601,132,1672,158)
column-header xyxy=(306,128,542,163)
classifieds-column-2 xyxy=(306,128,573,1989)
classified-ad xyxy=(800,1738,1036,2015)
category-label: Remates de propiedades xyxy=(366,132,437,158)
ad-text: Santiago, Huérfanos 1409, 4° piso, rematará el día 13 de mayo de 2025, 13:00 horas a través de videoconferencia mediante la plataforma Zoom, la nuda propiedad del departamento número mil cuatrocientos dieciocho del décimo cuarto piso y de la bodega ciento veintidós del segundo subterráneo, ambos del Edificio 'B Dos', del denominado Edificio Santiago Magno, Etapa Uno, con acceso principal por calle Curicó número cuatrocientos veinticuatro, Comuna de Santiago, Región Metropolitana y derechos en proporción al valor de lo adquirido en unión de los otros adquirentes en los bienes comunes entre los cuales se encuentra el terreno, inscrito a fojas 54211 número 78698 del Registro de Propiedad del Conservador de Bienes Raíces de Santiago del año 2019. Mínimo para posturas 1.612,03.- Unidades de Fomento equivalentes en pesos al día de la subasta. Precio deberá pagarse al contado a dentro de quinto día hábil desde fecha de remate, mediante consignación en la cuenta corriente del Tribunal. Para participar, todo postor deberá consignar garantía suficiente por el 10% del mínimo para iniciar posturas mediante vale vista a nombre del Décimo Tercer Juzgado Civil de Santiago, Rut N° 60.306.013-k. Para ello, deberán comparecer al Tribunal el día anterior al día del remate, desde las 11:00 horas y hasta las 14:00 horas, a fin de hacer entrega en Secretaría del respectivo vale vista a nombre del Décimo Tercer Juzgado Civil de Santiago, Rut N° 60.306.013-k. A más tardar a las 15:00 horas del día hábil anterior a la realización de la subasta, los postores deberán manifestar su intención de participar en ésta, ingresando un escrito a través de la O.J.V., que así lo señale, con una copia legible del vale vista entregado al Tribunal, señalar correo electrónico para su conexión y número de teléfono y también deberán enviar un correo electrónico a jcsantiago13_remates@pjud.cl, indicando en el asunto 'Remate', con señalamiento del rol de la causa y fecha de realización, a fin de coordinar su participación. Se requiere de un computador o teléfono, en ambos casos, con cámara, micrófono y audio del mismo equipo y conexión a internet, siendo carga de las partes y postores el tener a su disposición los elementos tecnológicos y de conexión. Todo interesado para presentar y/o participar en el mismo, deberá coordinarse al correo jcsantiago13_remates@pjud.cl Demás bases y antecedentes autos Rol C-32971-2018 caratulados 'Banco de Chile con Castro' Secretario. xyxy=(1294,504,1530,1278)
ad-text: tía suficiente, los postores deberán comparecer al Tribunal el día hábil anterior al día de la subasta, esto es, el viernes anterior, de 11 a 14 hrs, a fin de hacer entrega del respectivo vale vista. Asimismo, los postores, a más tardar a las 15 hrs del día hábil anterior al remate, deberán manifestar su intención de participar en ésta, ingresando escrito por O.J.V. que así lo señale, con una copia legible del vale vista entregado al Tribunal, además de señalar un correo electrónico para su conexión y número de teléfono, bajo apercibimiento de que, si así no lo hiciere, no se le considerará como postor en la subasta. Los postores, a más tardar a las 15 hrs del día hábil anterior a la realización de la subasta, deberán enviar un correo electrónico a xandrade@pjud.cl, indicando asunto 'Remate', con señalamiento del rol de causa y fecha de realización, a fin de coordinar su participación, así como para obtener información del protocolo de realización de subasta y recibir el enlace con la invitación a la misma. Demás estipulaciones y antecedentes, en www.pjud.cl, juicio caratulado 'Banco de Crédito e Inversiones con Govea García'. La Secretaria. xyxy=(59,167,295,529)
category-label: Remates de propiedades xyxy=(613,132,684,158)
ad-text: bunal por el 10% del mínimo de la subasta, el que deberá ser digitalizado y acompañado a la carpeta electrónica, a través de la Oficina Judicial Virtual, módulo 'Audiencia de remates' Una vez aceptada la garantía en módulo 'Mis Remates', deberá entregar el vale vista materialmente en el Tribunal, entre las 9:00 y las 13:00 horas del día anterior al remate. El postor deberá informar un correo electrónico y número telefónico con una copia del Vale Vista. Remate se hará por plataforma Zoom, por lo que todo postor deberá contar con un computador o teléfono, en ambos casos, con cámara, micrófono y audio del mismo equipo y conexión a internet. El link de subasta es: https://zoom.us/j/6411373990. El saldo del precio de la subasta deberá pagarse dentro de 5° día hábil siguiente mediante consignación en la cuenta corriente del tribunal. Demás condiciones y antecedentes en las bases y protocolo para la subasta pueden verse en el expediente de la causa Rol N° C-1260-2024 caratulada 'Scotiabank Chile S.A./Sepúlveda'. Secretaria. xyxy=(1294,167,1530,490)
ad-text: Santiago, Huérfanos 1409, Piso 2, rematase próximo 14 de mayo de 2025, 13:30 hrs, mediante videoconferencia por la plataforma Zoom, el Lote doscientos cuarenta y ocho (248), ubicado en Avenida Tierras Coloradas número quinientos catorce (514), del Conjunto Habitacional Jardines de Antilhue, de la ciudad y comuna de Concepción, construido en el inmueble denominado Lote uno-uno B (1-1B), resultante de la subdivisión del predio agrícola denominado Tierras Coloradas Chacra San Andrés, de Concepción, inscrita a fojas 7015 número 5877 del año 2014 del Registro de Propiedad del Conservador de Bienes Raíces de Concepción. Mínimo subasta $ 78.671.587.- Precio pagadero contado dentro de 5° día hábil en la cuenta corriente del Tribunal. La garantía de los interesados en participar de la subasta se rendirá mediante vale vista endosable a la orden del 4° Juzgado Civil de Santiago, por un monto equivalente al 10% del precio mínimo, el que deberá ser entregado materialmente en las dependencias del tribunal, ubicado en Huérfanos 1409, piso 2, hasta las 13:00 horas del día hábil inmediatamente anterior a la fecha fijada para el remate. La subasta se realizará por videoconferencia, mediante la plataforma Zoom, debiendo contar los interesados con los elementos tecnológicos necesarios, ya sea computador o equipo de telefonía móvil, con cámara y micrófono, además de conexión a internet. Los interesados deberán enviar al correo electrónico jcsantiago4_remates@pjud.cl, copia digitalizada del vale vista y de la cédula de identidad de quien participará en la subasta, indicando su nombre completo, número de teléfono y correo electrónico en el que recibirán el link de acceso virtual, hasta las 14:00 horas del día hábil anterior a la fecha fijada para el remate. El enlace de conexión a la videoconferencia se remitirá solamente a quienes hayan cumplido con la entrega material del vale vista y el envío del correo. Demás bases y antecedentes en autos ejecutivos caratulados 'Scotiabank Chile con Vivar Torres, Cristian Alejandro', Rol N° C - 14.863 - 2023. Secretario. xyxy=(59,555,295,1201)
classifieds-column-3 xyxy=(553,128,820,2015)
section-title: ECONÓMICOS CLASIFICADOS xyxy=(662,74,1173,113)
ad-heading: REMATE. UNDÉCIMO JUZGADO CI- xyxy=(1047,284,1249,297)
classified-ad xyxy=(59,536,295,1201)
column-header xyxy=(553,128,789,163)
column-header xyxy=(59,128,295,163)
issue-date: VIERNES 2 DE MAYO DE 2025 xyxy=(1474,85,1726,105)
ad-text: Santiago, en dependencias del tribunal, ubicado en Huérfanos 1409, piso 4, se rematará el 29 de mayo de 2025, a las 11:45 horas, el inmueble correspondiente al departamento N° 204, del segundo piso del Edificio 'Arturo Pérez Canto' con acceso por Avenida Teniente Cruz número 564, del Conjunto Habitacional 'Condominio Arturo Pérez Canto', comuna de Pudahuel, y además derechos en proporción al valor de lo adquirido en unión de los otros adquirentes en los bienes comunes entre los cuales se encuentra el terreno; inscrito a fojas 77.939 número 109.579 del Registro de Propiedad del Conservador de Bienes Raíces de Santiago, del año 2018. Mínimo subasta UF 473,2834, más $ 420.300 por concepto de costas. Interesados presentar caución por el 10% del mínimo, a través de vale vista endosable a nombre del tribunal, el que deberá ser entregado en la secretaría del tribunal con anterioridad al día del remate. Demás bases y antecedentes en autos Rol C-4381-2024 caratulados 'Metlife Chile Seguros de Vida S.A. con Muñoz Castillo'. xyxy=(1541,478,1777,801)
category-label: Remates de propiedades xyxy=(1354,132,1425,158)
category-code: 1616 xyxy=(1294,130,1349,159)
classified-ad xyxy=(59,167,295,529)
